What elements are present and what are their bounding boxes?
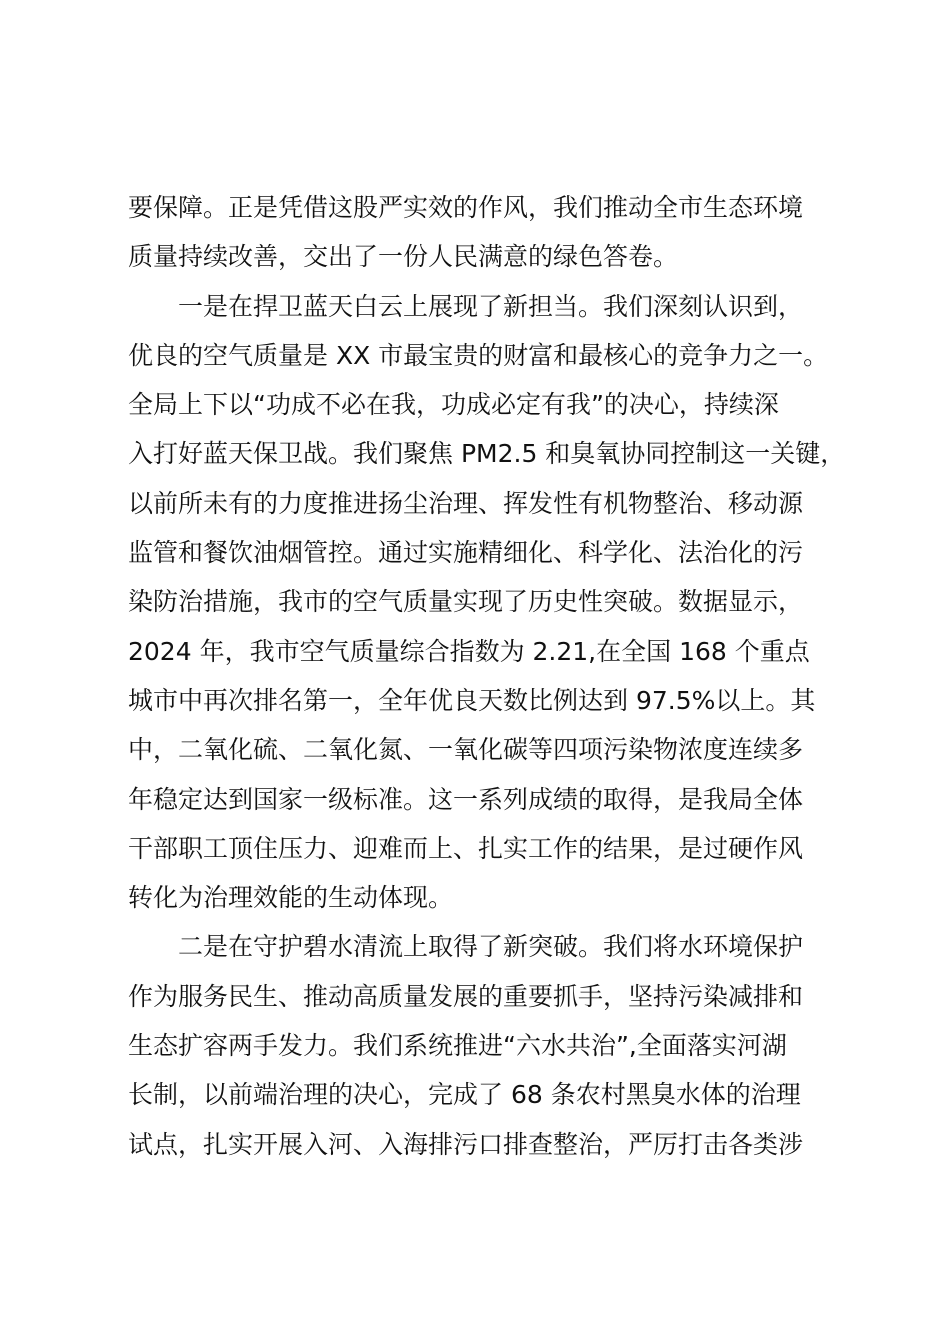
- text-line: 优良的空气质量是 XX 市最宝贵的财富和最核心的竞争力之一。: [128, 340, 829, 370]
- text-line: 城市中再次排名第一，全年优良天数比例达到 97.5%以上。其: [128, 685, 816, 715]
- text-line: 年稳定达到国家一级标准。这一系列成绩的取得，是我局全体: [128, 784, 804, 814]
- text-line: 长制，以前端治理的决心，完成了 68 条农村黑臭水体的治理: [128, 1080, 801, 1110]
- body-text: [128, 183, 853, 1169]
- text-line: 2024 年，我市空气质量综合指数为 2.21,在全国 168 个重点: [128, 636, 810, 666]
- text-line: 转化为治理效能的生动体现。: [128, 883, 454, 913]
- paragraph-start-line: 一是在捍卫蓝天白云上展现了新担当。我们深刻认识到，: [178, 291, 804, 321]
- text-line: 生态扩容两手发力。我们系统推进“六水共治”,全面落实河湖: [128, 1031, 787, 1061]
- text-line: 全局上下以“功成不必在我，功成必定有我”的决心，持续深: [128, 390, 779, 420]
- text-line: 中，二氧化硫、二氧化氮、一氧化碳等四项污染物浓度连续多: [128, 735, 804, 765]
- text-line: 作为服务民生、推动高质量发展的重要抓手，坚持污染减排和: [128, 981, 804, 1011]
- text-line: 要保障。正是凭借这股严实效的作风，我们推动全市生态环境: [128, 193, 804, 222]
- text-line: 染防治措施，我市的空气质量实现了历史性突破。数据显示，: [128, 587, 804, 617]
- text-line: 监管和餐饮油烟管控。通过实施精细化、科学化、法治化的污: [128, 538, 804, 568]
- text-line: 入打好蓝天保卫战。我们聚焦 PM2.5 和臭氧协同控制这一关键，: [128, 439, 846, 469]
- text-line: 试点，扎实开展入河、入海排污口排查整治，严厉打击各类涉: [128, 1129, 804, 1159]
- text-line: 以前所未有的力度推进扬尘治理、挥发性有机物整治、移动源: [128, 488, 804, 518]
- text-line: 质量持续改善，交出了一份人民满意的绿色答卷。: [128, 242, 679, 272]
- text-line: 干部职工顶住压力、迎难而上、扎实工作的结果，是过硬作风: [128, 833, 804, 863]
- paragraph-start-line: 二是在守护碧水清流上取得了新突破。我们将水环境保护: [178, 932, 804, 962]
